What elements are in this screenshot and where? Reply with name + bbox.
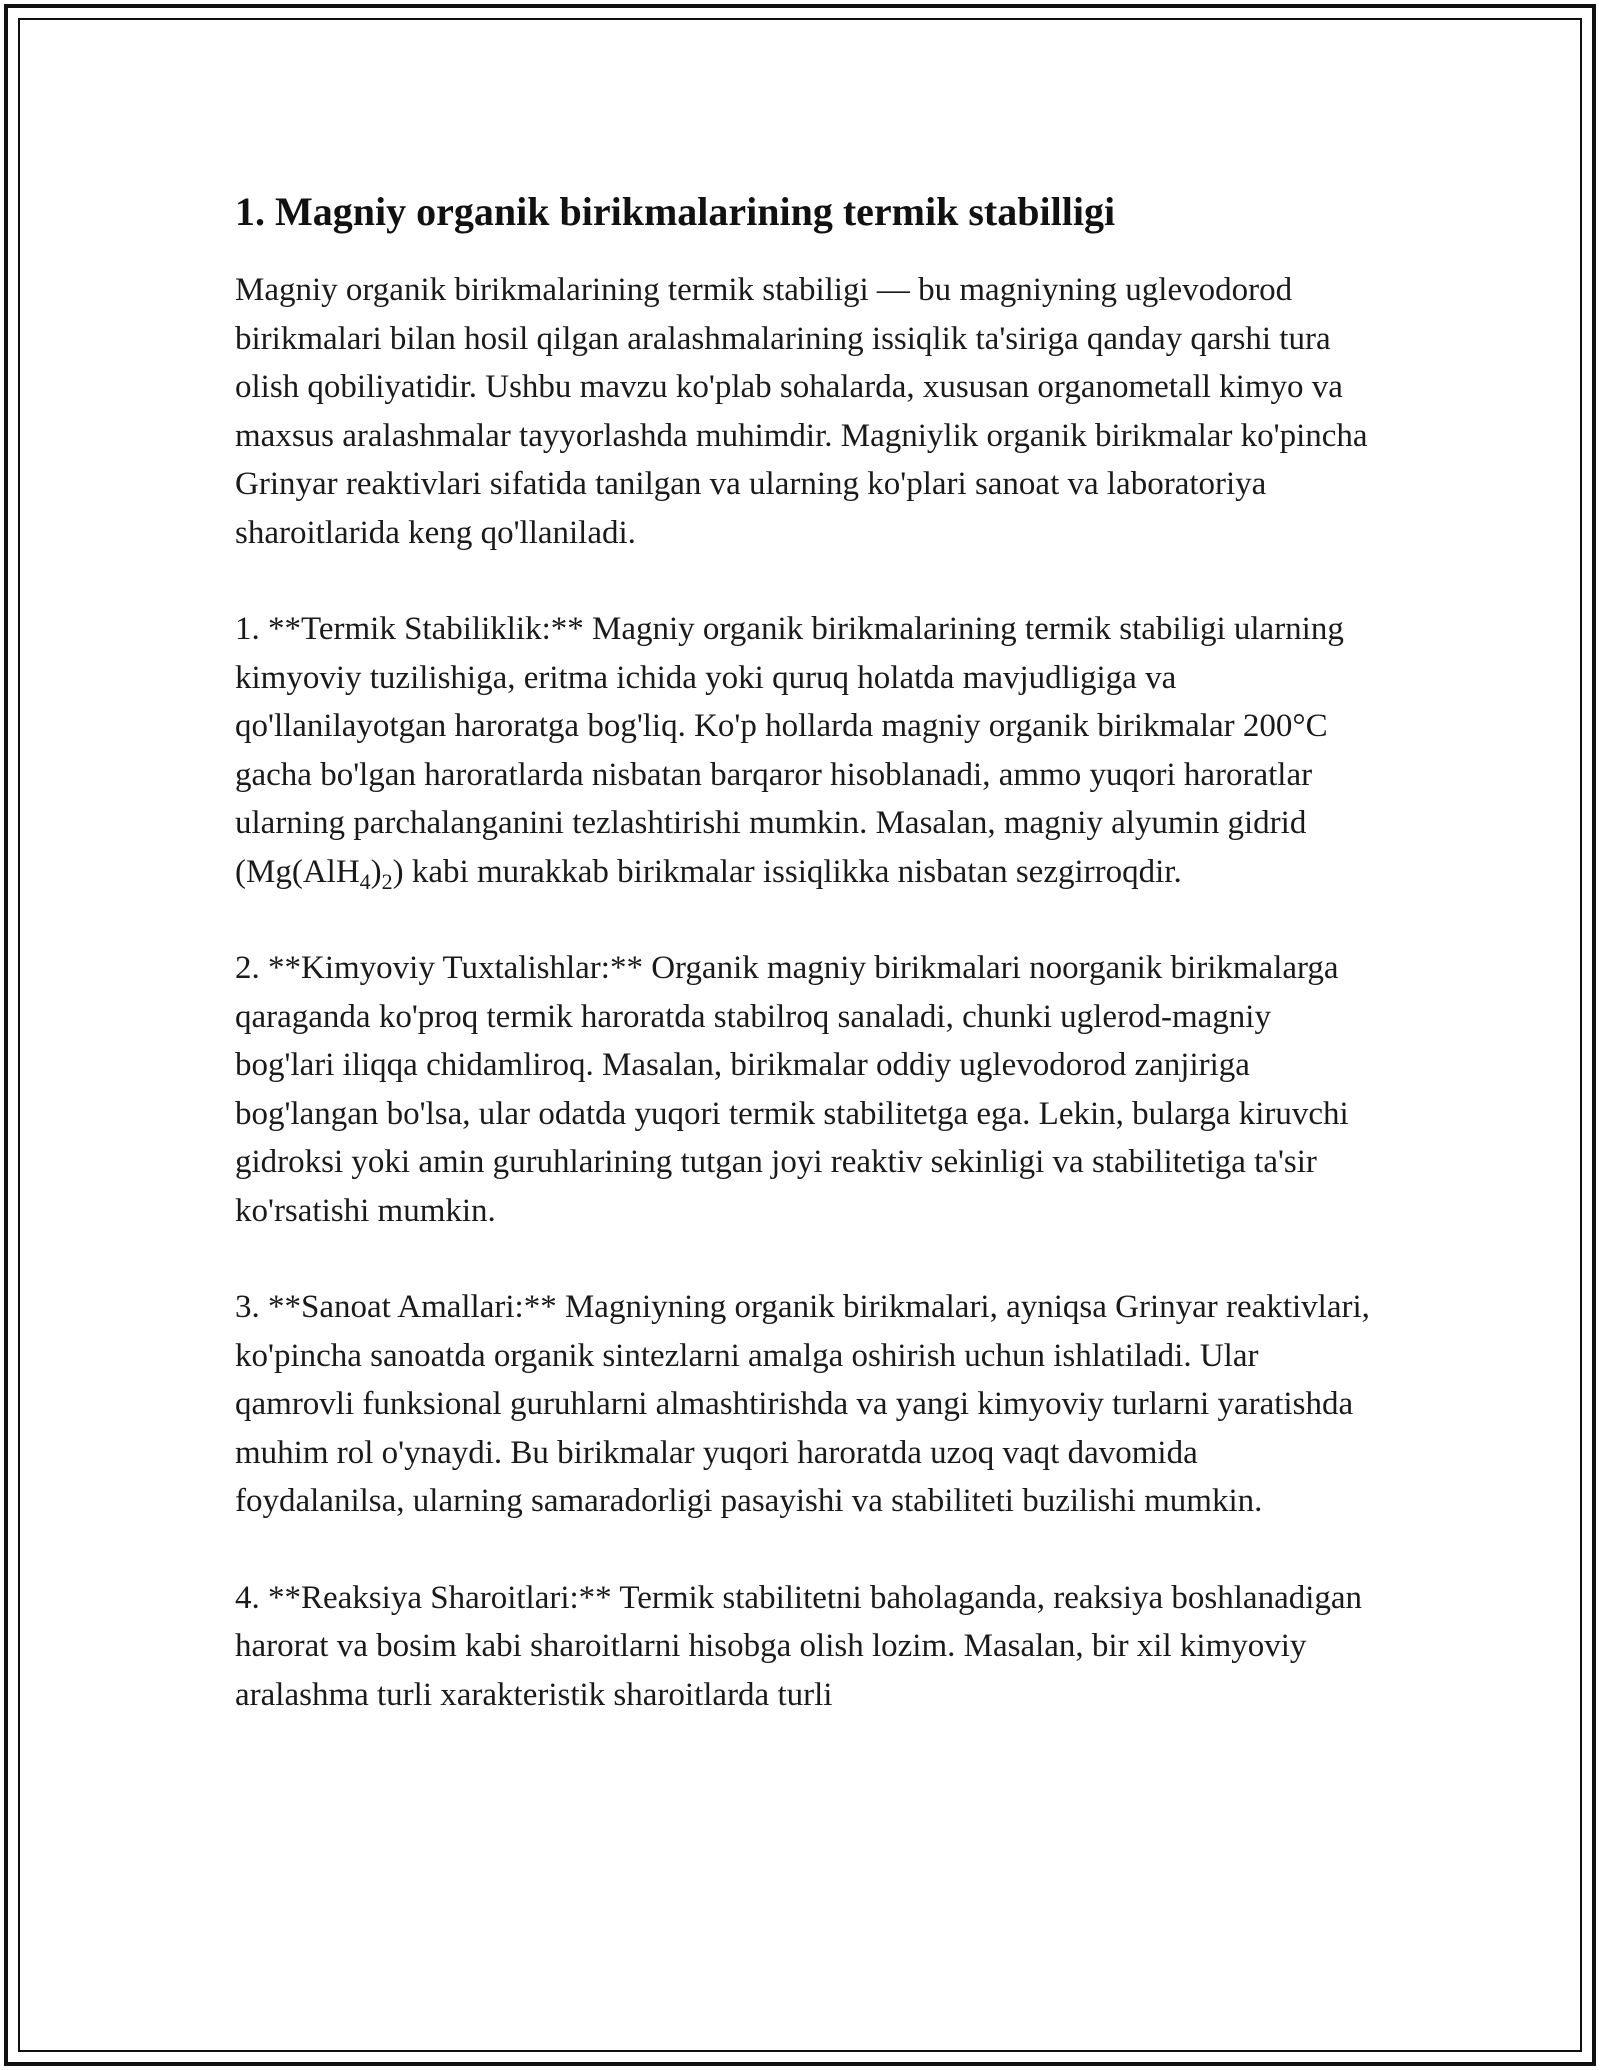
item-2-paragraph: 2. **Kimyoviy Tuxtalishlar:** Organik magniy birikmalari noorganik birikmalarga qaraganda ko'proq termik haroratda stabilroq sanaladi, chunki uglerod-magniy bog'lari iliqqa chidamliroq. Masalan, birikmalar oddiy uglevodorod zanjiriga bog'langan bo'lsa, ular odatda yuqori termik stabilitetga ega. Lekin, bularga kiruvchi gidroksi yoki amin guruhlarining tutgan joyi reaktiv sekinligi va stabilitetiga ta'sir ko'rsatishi mumkin. (235, 950, 1349, 1229)
subscript: 2 (381, 868, 393, 894)
document-body (235, 184, 1375, 1767)
item-1-text: 1. **Termik Stabiliklik:** Magniy organik birikmalarining termik stabiligi ularning kimyoviy tuzilishiga, eritma ichida yoki quruq holatda mavjudligiga va qo'llanilayotgan haroratga bog'liq. Ko'p hollarda magniy organik birikmalar 200°C gacha bo'lgan haroratlarda nisbatan barqaror hisoblanadi, ammo yuqori haroratlar ularning parchalanganini tezlashtirishi mumkin. Masalan, magniy alyumin gidrid (Mg(AlH (235, 611, 1344, 890)
item-1-text: ) (370, 853, 382, 890)
subscript: 4 (359, 868, 371, 894)
section-heading: 1. Magniy organik birikmalarining termik stabilligi (235, 189, 1116, 234)
item-4-paragraph: 4. **Reaksiya Sharoitlari:** Termik stabilitetni baholaganda, reaksiya boshlanadigan harorat va bosim kabi sharoitlarni hisobga olish lozim. Masalan, bir xil kimyoviy aralashma turli xarakteristik sharoitlarda turli (235, 1579, 1363, 1713)
item-3-paragraph: 3. **Sanoat Amallari:** Magniyning organik birikmalari, ayniqsa Grinyar reaktivlari, ko'pincha sanoatda organik sintezlarni amalga oshirish uchun ishlatiladi. Ular qamrovli funksional guruhlarni almashtirishda va yangi kimyoviy turlarni yaratishda muhim rol o'ynaydi. Bu birikmalar yuqori haroratda uzoq vaqt davomida foydalanilsa, ularning samaradorligi pasayishi va stabiliteti buzilishi mumkin. (235, 1289, 1370, 1519)
intro-paragraph: Magniy organik birikmalarining termik stabiligi — bu magniyning uglevodorod birikmalari bilan hosil qilgan aralashmalarining issiqlik ta'siriga qanday qarshi tura olish qobiliyatidir. Ushbu mavzu ko'plab sohalarda, xususan organometall kimyo va maxsus aralashmalar tayyorlashda muhimdir. Magniylik organik birikmalar ko'pincha Grinyar reaktivlari sifatida tanilgan va ularning ko'plari sanoat va laboratoriya sharoitlarida keng qo'llaniladi. (235, 272, 1368, 551)
item-1-text: ) kabi murakkab birikmalar issiqlikka nisbatan sezgirroqdir. (392, 853, 1182, 890)
item-1-paragraph (235, 605, 1375, 896)
